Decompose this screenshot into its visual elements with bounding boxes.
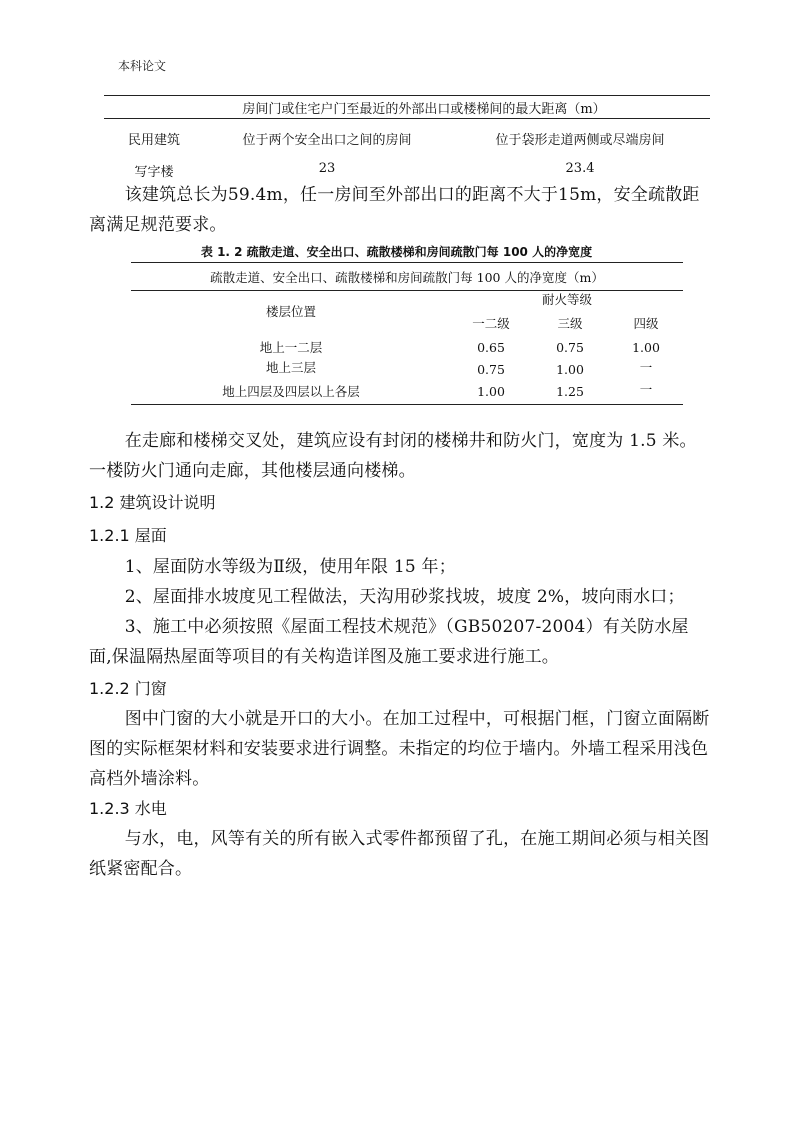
table-cell: 0.65: [477, 340, 505, 355]
table-cell: 1.00: [632, 340, 660, 355]
section-heading: 1.2 建筑设计说明: [89, 493, 216, 512]
table-cell: 0.75: [556, 340, 584, 355]
table-top-header: 疏散走道、安全出口、疏散楼梯和房间疏散门每 100 人的净宽度（m）: [210, 270, 604, 285]
table-caption: 表 1. 2 疏散走道、安全出口、疏散楼梯和房间疏散门每 100 人的净宽度: [200, 245, 593, 259]
table-cell: 1.00: [556, 362, 584, 377]
paragraph-utilities: 与水，电，风等有关的所有嵌入式零件都预留了孔，在施工期间必须与相关图纸紧密配合。: [89, 829, 710, 879]
table-cell: 23: [318, 161, 336, 176]
table-cell: 一: [639, 360, 653, 375]
subsection-heading: 1.2.2 门窗: [89, 679, 167, 698]
table-rule: [131, 262, 683, 263]
subsection-heading: 1.2.1 屋面: [89, 526, 167, 545]
paragraph-doors: 图中门窗的大小就是开口的大小。在加工过程中，可根据门框，门窗立面隔断图的实际框架材料和安装要求进行调整。未指定的均位于墙内。外墙工程采用浅色高档外墙涂料。: [89, 709, 710, 789]
table-cell: 23.4: [565, 161, 595, 176]
table-cell: 地上一二层: [259, 340, 323, 355]
table-cell: 地上三层: [265, 360, 317, 375]
grade-header: 一二级: [472, 316, 510, 331]
table-rule: [131, 404, 683, 405]
table-cell: 1.00: [477, 384, 505, 399]
table-cell: 1.25: [556, 384, 584, 399]
fire-rating-header: 耐火等级: [541, 292, 593, 307]
floor-header: 楼层位置: [265, 304, 317, 319]
roof-item: 1、屋面防水等级为Ⅱ级，使用年限 15 年；: [124, 557, 456, 577]
subsection-heading: 1.2.3 水电: [89, 799, 167, 818]
grade-header: 四级: [633, 316, 659, 331]
header-label: 本科论文: [118, 59, 167, 73]
column-header: 民用建筑: [127, 133, 181, 148]
table-rule: [104, 95, 710, 96]
table-top-header: 房间门或住宅户门至最近的外部出口或楼梯间的最大距离（m）: [242, 102, 606, 117]
column-header: 位于两个安全出口之间的房间: [242, 133, 412, 148]
table-cell: 一: [639, 382, 653, 397]
paragraph-stair-doors: 在走廊和楼梯交叉处，建筑应设有封闭的楼梯井和防火门，宽度为 1.5 米。一楼防火门通向走廊，其他楼层通向楼梯。: [89, 431, 697, 481]
table-cell: 0.75: [477, 362, 505, 377]
table-cell: 写字楼: [134, 165, 174, 180]
grade-header: 三级: [557, 316, 583, 331]
table-rule: [104, 118, 710, 119]
roof-item: 2、屋面排水坡度见工程做法，天沟用砂浆找坡，坡度 2%，坡向雨水口；: [124, 587, 685, 607]
table-cell: 地上四层及四层以上各层: [222, 384, 360, 399]
roof-item: 3、施工中必须按照《屋面工程技术规范》（GB50207-2004）有关防水屋面,保温隔热屋面等项目的有关构造详图及施工要求进行施工。: [89, 617, 689, 667]
column-header: 位于袋形走道两侧或尽端房间: [495, 133, 665, 148]
table-rule: [131, 290, 683, 291]
paragraph-distance: 该建筑总长为59.4m，任一房间至外部出口的距离不大于15m，安全疏散距离满足规范要求。: [89, 185, 700, 235]
